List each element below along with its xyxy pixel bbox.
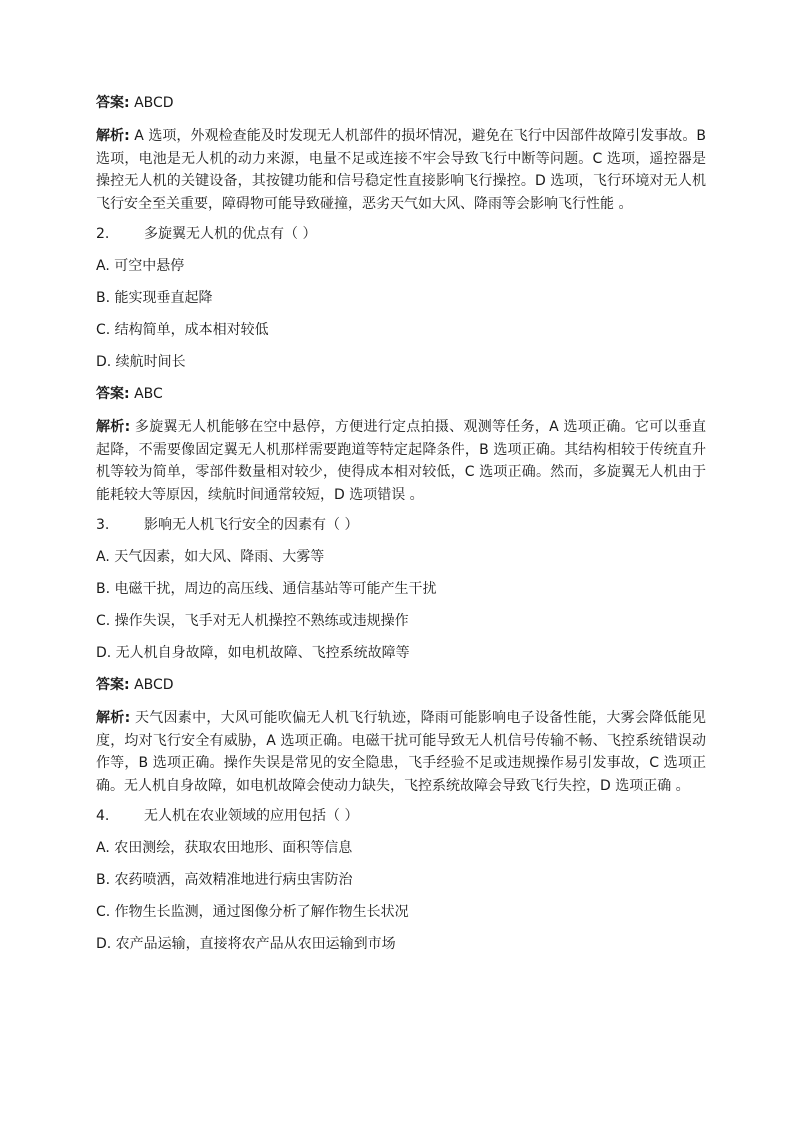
question-number: 4. bbox=[96, 808, 110, 824]
answer-value: ABCD bbox=[134, 95, 174, 111]
answer-label: 答案 bbox=[96, 95, 124, 111]
option-b: B. 能实现垂直起降 bbox=[96, 290, 213, 306]
option-a: A. 可空中悬停 bbox=[96, 258, 185, 274]
question-number: 2. bbox=[96, 226, 110, 242]
question-4 bbox=[96, 806, 706, 826]
option-c: C. 结构简单，成本相对较低 bbox=[96, 322, 269, 338]
question-2 bbox=[96, 224, 706, 244]
question-text: 多旋翼无人机的优点有（ ） bbox=[144, 226, 317, 242]
question-text: 影响无人机飞行安全的因素有（ ） bbox=[144, 517, 359, 533]
analysis-label: 解析 bbox=[96, 710, 125, 726]
analysis-paragraph-3: 解析: 天气因素中，大风可能吹偏无人机飞行轨迹，降雨可能影响电子设备性能，大雾会降低能见度，均对飞行安全有威胁，A 选项正确。电磁干扰可能导致无人机信号传输不畅、飞控系统错误动作等，B 选项正确。操作失误是常见的安全隐患，飞手经验不足或违规操作易引发事故，C 选项正确。无人机自身故障，如电机故障会使动力缺失，飞控系统故障会导致飞行失控，D 选项正确 。 bbox=[96, 710, 707, 794]
option-b: B. 电磁干扰，周边的高压线、通信基站等可能产生干扰 bbox=[96, 581, 437, 597]
option-c: C. 作物生长监测，通过图像分析了解作物生长状况 bbox=[96, 904, 409, 920]
question-number: 3. bbox=[96, 517, 110, 533]
document-page bbox=[96, 93, 706, 966]
analysis-text: 多旋翼无人机能够在空中悬停，方便进行定点拍摄、观测等任务，A 选项正确。它可以垂直起降，不需要像固定翼无人机那样需要跑道等特定起降条件，B 选项正确。其结构相较于传统直升机等较为简单，零部件数量相对较少，使得成本相对较低，C 选项正确。然而，多旋翼无人机由于能耗较大等原因，续航时间通常较短，D 选项错误 。 bbox=[96, 419, 707, 503]
option-a: A. 天气因素，如大风、降雨、大雾等 bbox=[96, 549, 325, 565]
option-d: D. 续航时间长 bbox=[96, 354, 186, 370]
answer-line-1: 答案: ABCD bbox=[96, 95, 174, 111]
option-b: B. 农药喷洒，高效精准地进行病虫害防治 bbox=[96, 872, 353, 888]
analysis-label: 解析 bbox=[96, 128, 125, 144]
option-c: C. 操作失误，飞手对无人机操控不熟练或违规操作 bbox=[96, 613, 409, 629]
answer-label: 答案 bbox=[96, 386, 124, 402]
option-a: A. 农田测绘，获取农田地形、面积等信息 bbox=[96, 840, 353, 856]
analysis-text: 天气因素中，大风可能吹偏无人机飞行轨迹，降雨可能影响电子设备性能，大雾会降低能见度，均对飞行安全有威胁，A 选项正确。电磁干扰可能导致无人机信号传输不畅、飞控系统错误动作等，B 选项正确。操作失误是常见的安全隐患，飞手经验不足或违规操作易引发事故，C 选项正确。无人机自身故障，如电机故障会使动力缺失，飞控系统故障会导致飞行失控，D 选项正确 。 bbox=[96, 710, 707, 794]
analysis-label: 解析 bbox=[96, 419, 125, 435]
analysis-text: A 选项，外观检查能及时发现无人机部件的损坏情况，避免在飞行中因部件故障引发事故。B 选项，电池是无人机的动力来源，电量不足或连接不牢会导致飞行中断等问题。C 选项，遥控器是操控无人机的关键设备，其按键功能和信号稳定性直接影响飞行操控。D 选项，飞行环境对无人机飞行安全至关重要，障碍物可能导致碰撞，恶劣天气如大风、降雨等会影响飞行性能 。 bbox=[96, 128, 707, 212]
question-3 bbox=[96, 515, 706, 535]
answer-line-3: 答案: ABCD bbox=[96, 677, 174, 693]
option-d: D. 无人机自身故障，如电机故障、飞控系统故障等 bbox=[96, 645, 410, 661]
analysis-paragraph-2: 解析: 多旋翼无人机能够在空中悬停，方便进行定点拍摄、观测等任务，A 选项正确。它可以垂直起降，不需要像固定翼无人机那样需要跑道等特定起降条件，B 选项正确。其结构相较于传统直升机等较为简单，零部件数量相对较少，使得成本相对较低，C 选项正确。然而，多旋翼无人机由于能耗较大等原因，续航时间通常较短，D 选项错误 。 bbox=[96, 419, 707, 503]
answer-line-2: 答案: ABC bbox=[96, 386, 163, 402]
analysis-paragraph-1: 解析: A 选项，外观检查能及时发现无人机部件的损坏情况，避免在飞行中因部件故障引发事故。B 选项，电池是无人机的动力来源，电量不足或连接不牢会导致飞行中断等问题。C 选项，遥控器是操控无人机的关键设备，其按键功能和信号稳定性直接影响飞行操控。D 选项，飞行环境对无人机飞行安全至关重要，障碍物可能导致碰撞，恶劣天气如大风、降雨等会影响飞行性能 。 bbox=[96, 128, 707, 212]
question-text: 无人机在农业领域的应用包括（ ） bbox=[144, 808, 359, 824]
option-d: D. 农产品运输，直接将农产品从农田运输到市场 bbox=[96, 936, 396, 952]
answer-value: ABCD bbox=[134, 677, 174, 693]
answer-value: ABC bbox=[134, 386, 163, 402]
answer-label: 答案 bbox=[96, 677, 124, 693]
